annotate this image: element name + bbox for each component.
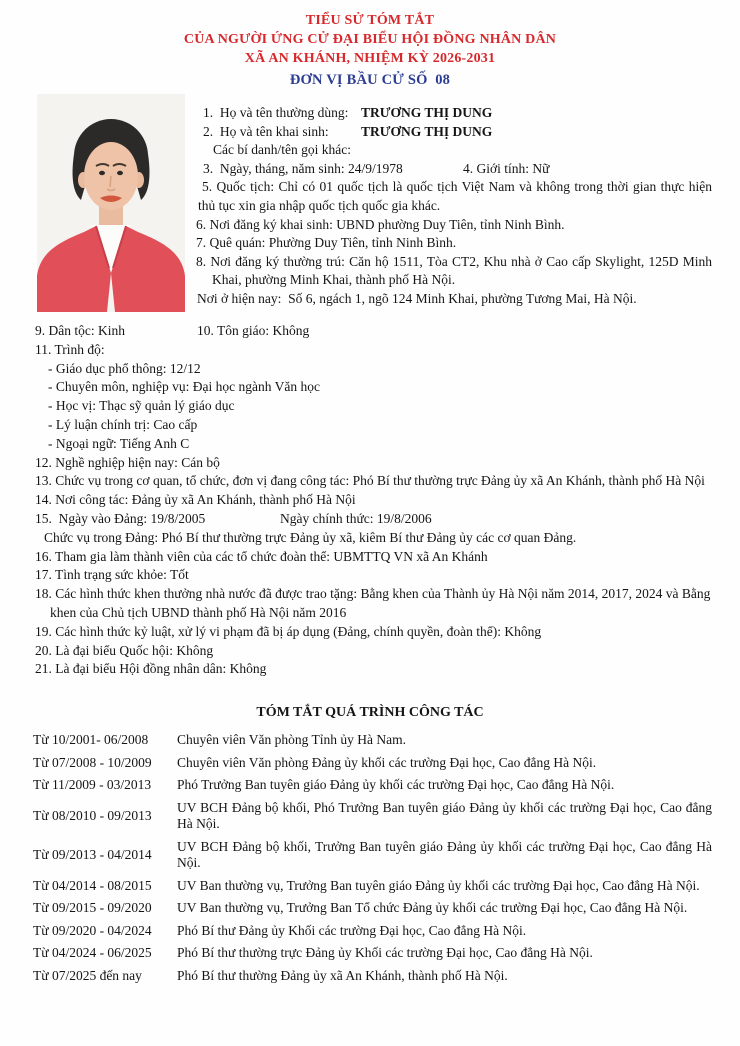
- item4-gender: 4. Giới tính: Nữ: [463, 160, 550, 176]
- info-item-21-peoples-council: 21. Là đại biểu Hội đồng nhân dân: Không: [35, 661, 267, 677]
- career-period: Từ 09/2015 - 09/2020: [33, 900, 152, 916]
- career-role: Phó Bí thư Đảng ủy Khối các trường Đại học, Cao đẳng Hà Nội.: [177, 922, 527, 938]
- info-item-15-party-dates: [35, 510, 714, 529]
- header-election-unit: ĐƠN VỊ BẦU CỬ SỐ 08: [289, 72, 451, 88]
- item1-value: TRƯƠNG THỊ DUNG: [361, 105, 493, 120]
- document-header: [0, 0, 740, 90]
- header-title-line2: CỦA NGƯỜI ỨNG CỬ ĐẠI BIỂU HỘI ĐỒNG NHÂN DÂN: [183, 32, 557, 47]
- item11-political-theory: - Lý luận chính trị: Cao cấp: [48, 416, 198, 432]
- info-item-11-education: 11. Trình độ:: [35, 341, 105, 357]
- info-item-17-health: 17. Tình trạng sức khỏe: Tốt: [35, 567, 189, 583]
- header-title-line1: TIỂU SỬ TÓM TẮT: [305, 13, 435, 28]
- career-period: Từ 04/2014 - 08/2015: [33, 877, 152, 893]
- item9-ethnicity: 9. Dân tộc: Kinh: [35, 323, 125, 338]
- info-item-9-10: [35, 322, 714, 341]
- info-item-6-birth-registration: 6. Nơi đăng ký khai sinh: UBND phường Duy Tiên, tỉnh Ninh Bình.: [196, 216, 565, 232]
- item3-birthdate: 3. Ngày, tháng, năm sinh: 24/9/1978: [203, 160, 403, 176]
- personal-info-left-list: [35, 322, 714, 679]
- info-item-19-discipline: 19. Các hình thức kỷ luật, xử lý vi phạm đã bị áp dụng (Đảng, chính quyền, đoàn thể): Không: [35, 623, 542, 639]
- item11-general-education: - Giáo dục phổ thông: 12/12: [48, 360, 201, 376]
- career-role: Phó Bí thư thường trực Đảng ủy Khối các trường Đại học, Cao đẳng Hà Nội.: [177, 945, 593, 961]
- personal-info-right-column: [196, 104, 712, 309]
- career-role: UV Ban thường vụ, Trưởng Ban tuyên giáo Đảng ủy khối các trường Đại học, Cao đẳng Hà Nội.: [177, 877, 700, 893]
- info-item-5-nationality: 5. Quốc tịch: Chỉ có 01 quốc tịch là quốc tịch Việt Nam và không trong thời gian thực hiện thủ tục xin gia nhập quốc tịch quốc gia khác.: [198, 179, 712, 213]
- item15-party-join-date: 15. Ngày vào Đảng: 19/8/2005: [35, 510, 206, 526]
- candidate-photo: [37, 94, 185, 312]
- info-item-8b-current-address: Nơi ở hiện nay: Số 6, ngách 1, ngõ 124 Minh Khai, phường Tương Mai, Hà Nội.: [197, 290, 637, 306]
- info-item-12-occupation: 12. Nghề nghiệp hiện nay: Cán bộ: [35, 454, 220, 470]
- item15-official-date: Ngày chính thức: 19/8/2006: [280, 510, 432, 526]
- item11-professional: - Chuyên môn, nghiệp vụ: Đại học ngành Văn học: [48, 379, 320, 395]
- top-section: [0, 92, 740, 322]
- info-item-13-position: 13. Chức vụ trong cơ quan, tổ chức, đơn vị đang công tác: Phó Bí thư thường trực Đảng ủy xã An Khánh, thành phố Hà Nội: [35, 473, 705, 489]
- career-role: Chuyên viên Văn phòng Tỉnh ủy Hà Nam.: [177, 732, 406, 748]
- info-item-1: [196, 104, 712, 123]
- career-period: Từ 07/2025 đến nay: [33, 967, 142, 983]
- career-section-title: TÓM TẮT QUÁ TRÌNH CÔNG TÁC: [256, 705, 484, 721]
- item2-value: TRƯƠNG THỊ DUNG: [361, 123, 493, 139]
- career-period: Từ 11/2009 - 03/2013: [33, 777, 152, 793]
- career-role: UV BCH Đảng bộ khối, Phó Trưởng Ban tuyên giáo Đảng ủy khối các trường Đại học, Cao đẳng Hà Nội.: [177, 799, 712, 832]
- info-item-2: [196, 123, 712, 142]
- info-item-14-workplace: 14. Nơi công tác: Đảng ủy xã An Khánh, thành phố Hà Nội: [35, 492, 356, 508]
- career-period: Từ 07/2008 - 10/2009: [33, 754, 152, 770]
- info-aliases: Các bí danh/tên gọi khác:: [213, 142, 351, 158]
- item11-degree: - Học vị: Thạc sỹ quản lý giáo dục: [48, 398, 235, 414]
- career-period: Từ 09/2020 - 04/2024: [33, 922, 152, 938]
- career-role: Phó Trưởng Ban tuyên giáo Đảng ủy khối các trường Đại học, Cao đẳng Hà Nội.: [177, 777, 615, 793]
- item15-party-position: Chức vụ trong Đảng: Phó Bí thư thường trực Đảng ủy xã, kiêm Bí thư Đảng ủy các cơ quan Đảng.: [44, 529, 577, 545]
- item1-label: 1. Họ và tên thường dùng:: [203, 105, 349, 120]
- career-role: UV BCH Đảng bộ khối, Trưởng Ban tuyên giáo Đảng ủy khối các trường Đại học, Cao đẳng Hà Nội.: [177, 838, 712, 871]
- info-item-18-awards: 18. Các hình thức khen thưởng nhà nước đã được trao tặng: Bằng khen của Thành ủy Hà Nội năm 2014, 2017, 2024 và Bằng khen của Chủ tịch UBND thành phố Hà Nội năm 2016: [35, 586, 711, 620]
- career-period: Từ 04/2024 - 06/2025: [33, 945, 152, 961]
- career-period: Từ 10/2001- 06/2008: [33, 732, 149, 748]
- item11-foreign-language: - Ngoại ngữ: Tiếng Anh C: [48, 435, 190, 451]
- info-item-16-organizations: 16. Tham gia làm thành viên của các tổ chức đoàn thể: UBMTTQ VN xã An Khánh: [35, 548, 488, 564]
- career-role: Phó Bí thư thường Đảng ủy xã An Khánh, thành phố Hà Nội.: [177, 967, 508, 983]
- info-item-20-national-assembly: 20. Là đại biểu Quốc hội: Không: [35, 642, 214, 658]
- career-period: Từ 08/2010 - 09/2013: [33, 808, 152, 824]
- info-item-7-hometown: 7. Quê quán: Phường Duy Tiên, tỉnh Ninh Bình.: [196, 235, 457, 251]
- career-role: UV Ban thường vụ, Trưởng Ban Tổ chức Đảng ủy khối các trường Đại học, Cao đẳng Hà Nội.: [177, 900, 688, 916]
- item2-label: 2. Họ và tên khai sinh:: [203, 123, 329, 139]
- career-period: Từ 09/2013 - 04/2014: [33, 847, 152, 863]
- header-title-line3: XÃ AN KHÁNH, NHIỆM KỲ 2026-2031: [244, 51, 496, 66]
- item10-religion: 10. Tôn giáo: Không: [197, 323, 310, 338]
- career-history-table: [33, 732, 712, 984]
- info-item-3-4: [196, 160, 712, 179]
- info-item-8-residence: 8. Nơi đăng ký thường trú: Căn hộ 1511, Tòa CT2, Khu nhà ở Cao cấp Skylight, 125D Minh Khai, phường Minh Khai, thành phố Hà Nội.: [196, 253, 712, 288]
- career-role: Chuyên viên Văn phòng Đảng ủy khối các trường Đại học, Cao đẳng Hà Nội.: [177, 754, 597, 770]
